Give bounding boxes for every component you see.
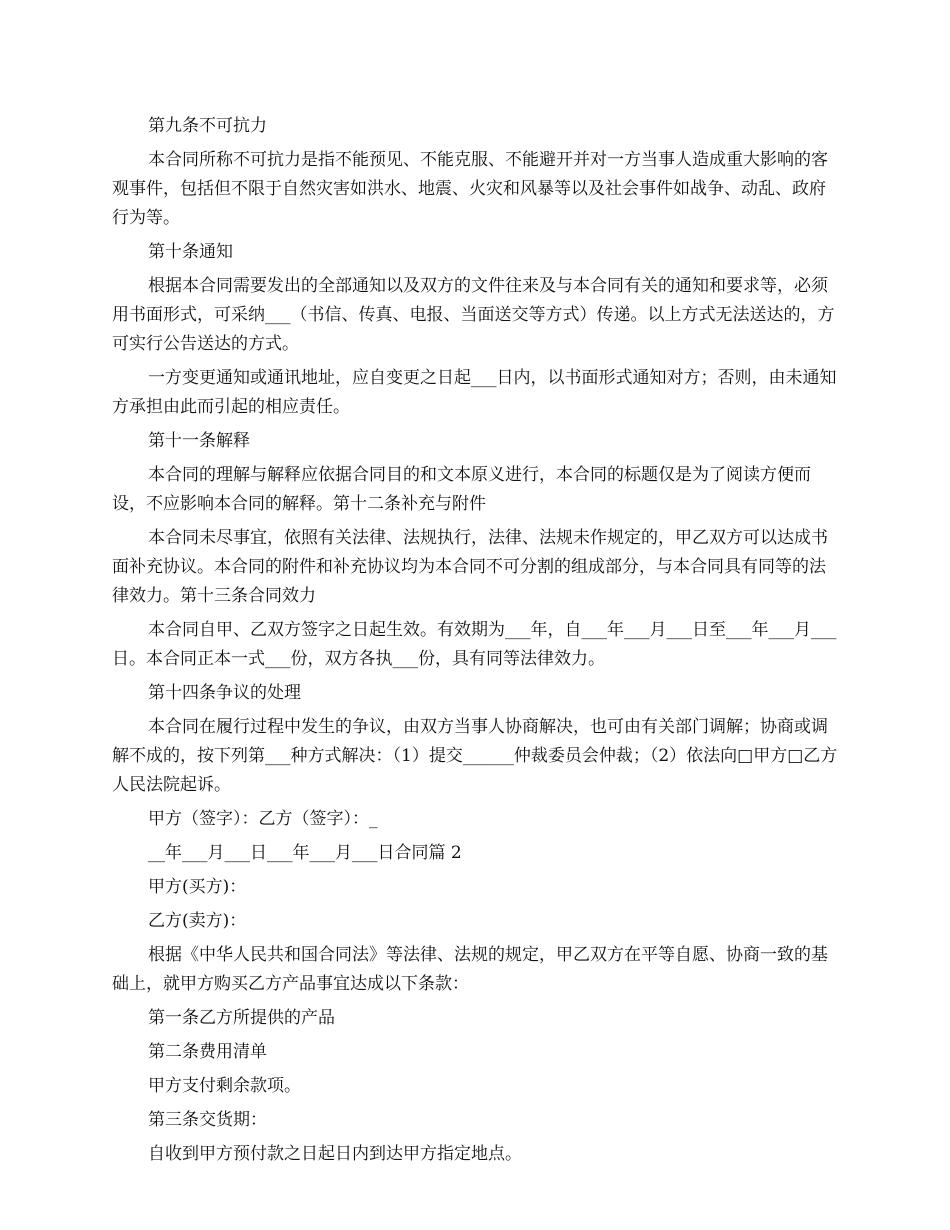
article-1-heading: 第一条乙方所提供的产品 xyxy=(148,1008,335,1028)
article-2-heading: 第二条费用清单 xyxy=(148,1042,267,1062)
paragraph-payment: 甲方支付剩余款项。 xyxy=(148,1076,301,1096)
party-a-buyer: 甲方(买方)： xyxy=(148,877,247,897)
paragraph-interpretation: 本合同的理解与解释应依据合同目的和文本原义进行，本合同的标题仅是为了阅读方便而设，不应影响本合同的解释。第十二条补充与附件 xyxy=(112,465,811,514)
paragraph-address-change: 一方变更通知或通讯地址，应自变更之日起___日内，以书面形式通知对方；否则，由未通知方承担由此而引起的相应责任。 xyxy=(112,368,837,417)
article-9-heading: 第九条不可抗力 xyxy=(148,116,267,136)
paragraph-supplement: 本合同未尽事宜，依照有关法律、法规执行，法律、法规未作规定的，甲乙双方可以达成书面补充协议。本合同的附件和补充协议均为本合同不可分割的组成部分，与本合同具有同等的法律效力。第十三条合同效力 xyxy=(112,528,828,606)
paragraph-notice: 根据本合同需要发出的全部通知以及双方的文件往来及与本合同有关的通知和要求等，必须用书面形式，可采纳___（书信、传真、电报、当面送交等方式）传递。以上方式无法送达的，方可实行公告送达的方式。 xyxy=(112,276,835,354)
paragraph-force-majeure: 本合同所称不可抗力是指不能预见、不能克服、不能避开并对一方当事人造成重大影响的客观事件，包括但不限于自然灾害如洪水、地震、火灾和风暴等以及社会事件如战争、动乱、政府行为等。 xyxy=(112,150,828,228)
paragraph-preamble: 根据《中华人民共和国合同法》等法律、法规的规定，甲乙双方在平等自愿、协商一致的基础上，就甲方购买乙方产品事宜达成以下条款： xyxy=(112,945,828,994)
article-10-heading: 第十条通知 xyxy=(148,242,233,262)
paragraph-delivery: 自收到甲方预付款之日起日内到达甲方指定地点。 xyxy=(148,1144,522,1164)
article-11-heading: 第十一条解释 xyxy=(148,431,250,451)
article-3-heading: 第三条交货期： xyxy=(148,1110,267,1130)
party-b-seller: 乙方(卖方)： xyxy=(148,911,247,931)
paragraph-validity: 本合同自甲、乙双方签字之日起生效。有效期为___年，自___年___月___日至___年___月___日。本合同正本一式___份，双方各执___份，具有同等法律效力。 xyxy=(112,620,837,669)
document-body xyxy=(112,112,838,1169)
article-14-heading: 第十四条争议的处理 xyxy=(148,683,301,703)
date-line: __年___月___日___年___月___日合同篇 2 xyxy=(148,843,462,863)
signature-line: 甲方（签字）：乙方（签字）：_ xyxy=(148,809,378,829)
paragraph-dispute: 本合同在履行过程中发生的争议，由双方当事人协商解决，也可由有关部门调解；协商或调解不成的，按下列第___种方式解决：（1）提交______仲裁委员会仲裁；（2）依法向□甲方□乙方人民法院起诉。 xyxy=(112,717,838,795)
